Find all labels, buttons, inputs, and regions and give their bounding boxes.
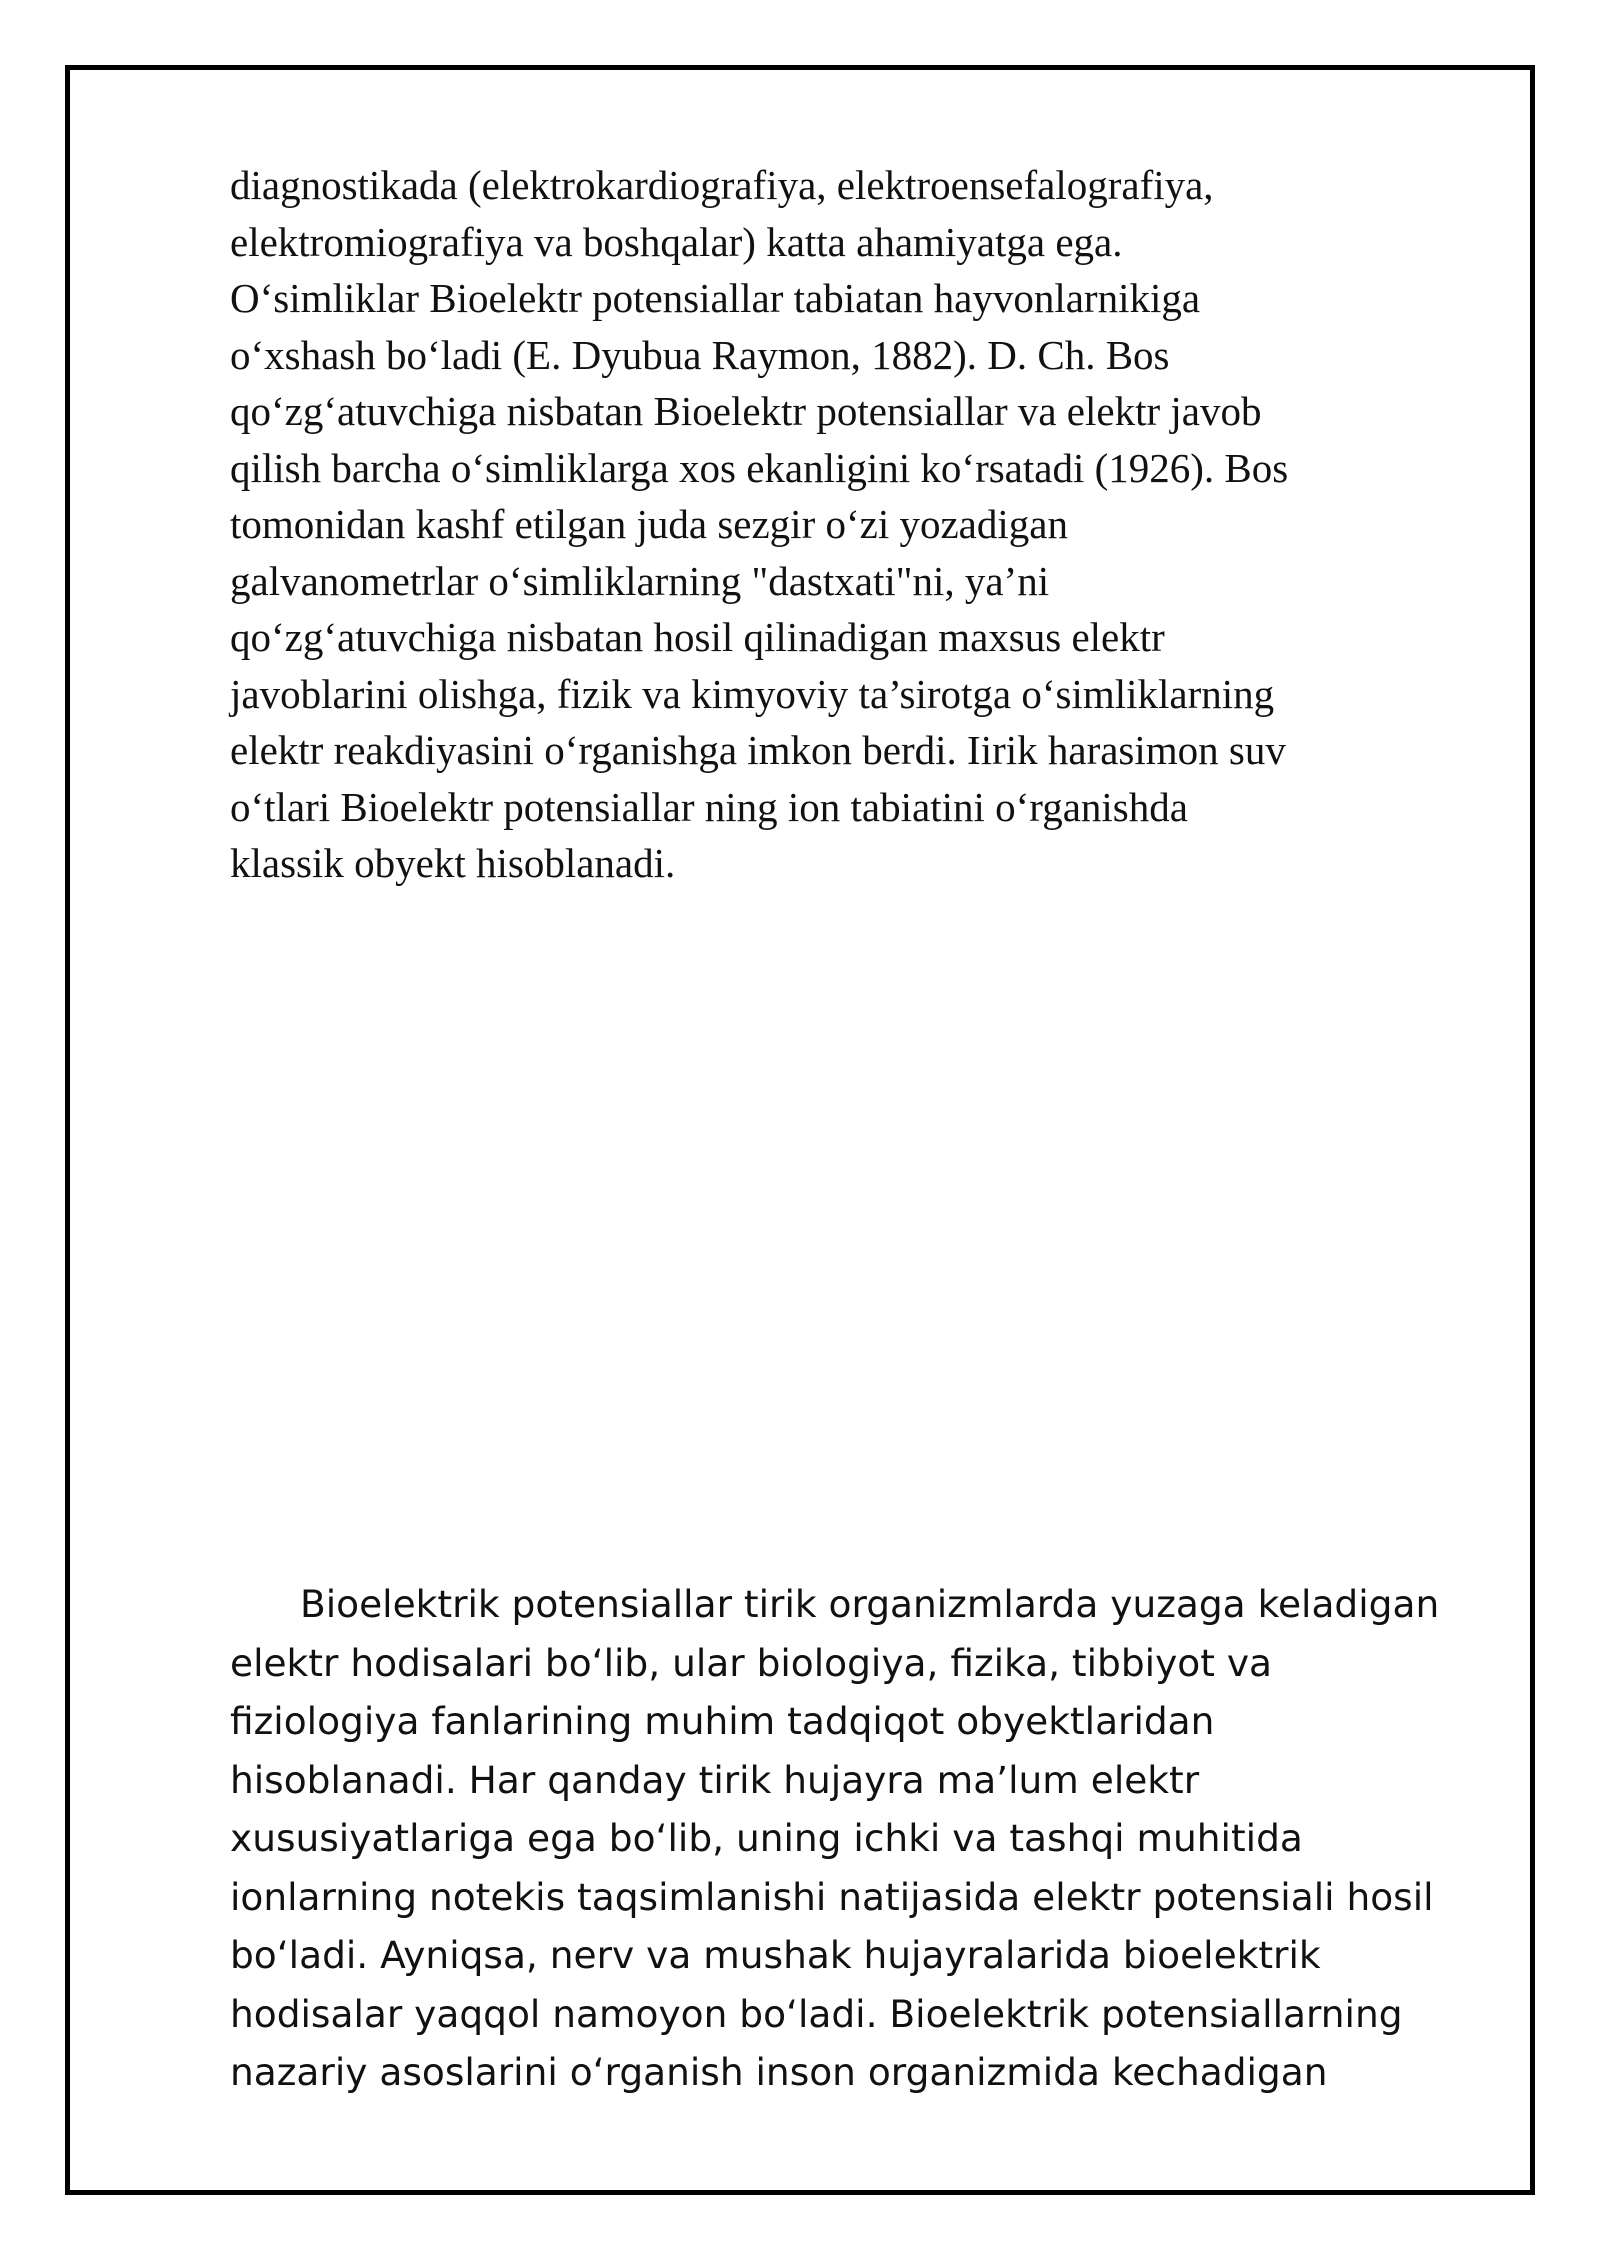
text-line: diagnostikada (elektrokardiografiya, elektroensefalografiya, bbox=[230, 162, 1214, 208]
text-line: o‘xshash bo‘ladi (E. Dyubua Raymon, 1882). D. Ch. Bos bbox=[230, 331, 1170, 378]
text-line: galvanometrlar o‘simliklarning "dastxati"ni, ya’ni bbox=[230, 557, 1050, 604]
text-line: O‘simliklar Bioelektr potensiallar tabiatan hayvonlarnikiga bbox=[230, 275, 1201, 321]
text-line: nazariy asoslarini oʻrganish inson organizmida kechadigan bbox=[230, 2050, 1328, 2094]
text-line: xususiyatlariga ega boʻlib, uning ichki va tashqi muhitida bbox=[230, 1816, 1303, 1860]
text-line: elektr reakdiyasini o‘rganishga imkon berdi. Iirik harasimon suv bbox=[230, 727, 1286, 773]
text-line: hodisalar yaqqol namoyon boʻladi. Bioelektrik potensiallarning bbox=[230, 1991, 1403, 2036]
serif-paragraph bbox=[230, 157, 1500, 892]
text-line: javoblarini olishga, fizik va kimyoviy ta’sirotga o‘simliklarning bbox=[230, 670, 1275, 717]
text-line: elektr hodisalari boʻlib, ular biologiya, fizika, tibbiyot va bbox=[230, 1640, 1273, 1685]
text-line: qo‘zg‘atuvchiga nisbatan hosil qilinadigan maxsus elektr bbox=[230, 614, 1165, 660]
text-line-first-indented: Bioelektrik potensiallar tirik organizmlarda yuzaga keladigan bbox=[300, 1582, 1440, 1626]
text-line: fiziologiya fanlarining muhim tadqiqot obyektlaridan bbox=[230, 1699, 1215, 1743]
text-line: qilish barcha o‘simliklarga xos ekanligini ko‘rsatadi (1926). Bos bbox=[230, 444, 1289, 491]
sans-paragraph bbox=[230, 1575, 1500, 2102]
text-line: qo‘zg‘atuvchiga nisbatan Bioelektr potensiallar va elektr javob bbox=[230, 388, 1262, 434]
text-line: boʻladi. Ayniqsa, nerv va mushak hujayralarida bioelektrik bbox=[230, 1933, 1321, 1977]
text-line: klassik obyekt hisoblanadi. bbox=[230, 840, 676, 886]
text-line: elektromiografiya va boshqalar) katta ahamiyatga ega. bbox=[230, 218, 1123, 265]
text-line: tomonidan kashf etilgan juda sezgir o‘zi yozadigan bbox=[230, 501, 1068, 547]
text-line: ionlarning notekis taqsimlanishi natijasida elektr potensiali hosil bbox=[230, 1874, 1434, 1919]
text-line: o‘tlari Bioelektr potensiallar ning ion tabiatini o‘rganishda bbox=[230, 783, 1188, 830]
text-line: hisoblanadi. Har qanday tirik hujayra maʼlum elektr bbox=[230, 1757, 1200, 1802]
